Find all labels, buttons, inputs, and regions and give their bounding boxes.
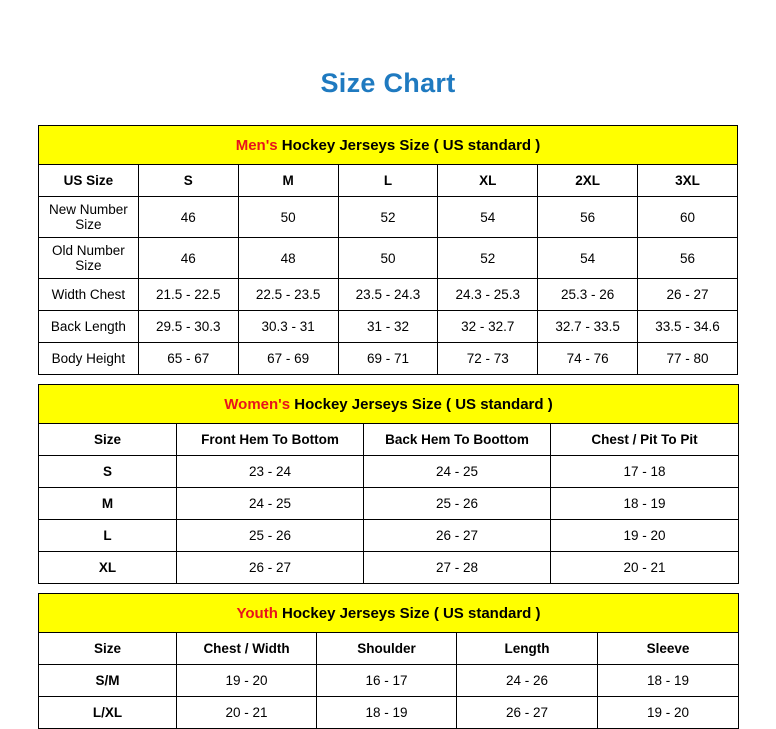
- womens-banner-cell: [39, 385, 739, 424]
- youth-r0-c2: 16 - 17: [317, 665, 457, 697]
- womens-r3-c0: XL: [39, 552, 177, 584]
- youth-r1-c4: 19 - 20: [598, 697, 739, 729]
- mens-r3-c2: 30.3 - 31: [238, 311, 338, 343]
- youth-r1-c1: 20 - 21: [177, 697, 317, 729]
- mens-banner-rest: Hockey Jerseys Size ( US standard ): [277, 136, 541, 154]
- mens-header-row: [39, 165, 738, 197]
- womens-r3-c1: 26 - 27: [177, 552, 364, 584]
- mens-r0-c6: 60: [638, 197, 738, 238]
- youth-r0-c1: 19 - 20: [177, 665, 317, 697]
- size-chart-tables: [38, 99, 738, 729]
- mens-banner-row: [39, 126, 738, 165]
- mens-r4-c0: Body Height: [39, 343, 139, 375]
- mens-r1-c3: 50: [338, 238, 438, 279]
- mens-r4-c6: 77 - 80: [638, 343, 738, 375]
- mens-r0-c5: 56: [538, 197, 638, 238]
- youth-col-0: Size: [39, 633, 177, 665]
- mens-r2-c0: Width Chest: [39, 279, 139, 311]
- womens-r0-c3: 17 - 18: [551, 456, 739, 488]
- youth-banner-rest: Hockey Jerseys Size ( US standard ): [277, 604, 541, 622]
- youth-r1-c0: L/XL: [39, 697, 177, 729]
- mens-r3-c1: 29.5 - 30.3: [138, 311, 238, 343]
- womens-r2-c2: 26 - 27: [364, 520, 551, 552]
- youth-banner-accent: Youth: [236, 604, 278, 622]
- mens-r1-c2: 48: [238, 238, 338, 279]
- mens-r3-c4: 32 - 32.7: [438, 311, 538, 343]
- table-row: [39, 552, 739, 584]
- mens-col-6: 3XL: [638, 165, 738, 197]
- youth-r0-c4: 18 - 19: [598, 665, 739, 697]
- table-row: [39, 279, 738, 311]
- table-row: [39, 197, 738, 238]
- womens-r3-c3: 20 - 21: [551, 552, 739, 584]
- mens-r1-c4: 52: [438, 238, 538, 279]
- table-row: [39, 488, 739, 520]
- mens-r2-c6: 26 - 27: [638, 279, 738, 311]
- youth-header-row: [39, 633, 739, 665]
- mens-col-2: M: [238, 165, 338, 197]
- mens-banner-accent: Men's: [235, 136, 278, 154]
- mens-r2-c3: 23.5 - 24.3: [338, 279, 438, 311]
- womens-col-3: Chest / Pit To Pit: [551, 424, 739, 456]
- mens-r1-c0: Old Number Size: [39, 238, 139, 279]
- table-row: [39, 311, 738, 343]
- youth-r1-c3: 26 - 27: [457, 697, 598, 729]
- mens-col-3: L: [338, 165, 438, 197]
- mens-r2-c5: 25.3 - 26: [538, 279, 638, 311]
- page-title: Size Chart: [320, 68, 456, 98]
- mens-col-1: S: [138, 165, 238, 197]
- mens-r3-c0: Back Length: [39, 311, 139, 343]
- womens-banner-rest: Hockey Jerseys Size ( US standard ): [290, 395, 553, 413]
- mens-r3-c3: 31 - 32: [338, 311, 438, 343]
- womens-r3-c2: 27 - 28: [364, 552, 551, 584]
- table-row: [39, 697, 739, 729]
- table-row: [39, 520, 739, 552]
- youth-col-4: Sleeve: [598, 633, 739, 665]
- womens-r1-c1: 24 - 25: [177, 488, 364, 520]
- womens-r0-c0: S: [39, 456, 177, 488]
- womens-col-0: Size: [39, 424, 177, 456]
- mens-banner-cell: [39, 126, 738, 165]
- youth-col-2: Shoulder: [317, 633, 457, 665]
- youth-banner-row: [39, 594, 739, 633]
- mens-r1-c5: 54: [538, 238, 638, 279]
- mens-r1-c6: 56: [638, 238, 738, 279]
- table-row: [39, 343, 738, 375]
- womens-banner-row: [39, 385, 739, 424]
- youth-banner-cell: [39, 594, 739, 633]
- mens-col-4: XL: [438, 165, 538, 197]
- mens-r0-c0: New Number Size: [39, 197, 139, 238]
- womens-r2-c1: 25 - 26: [177, 520, 364, 552]
- womens-r2-c0: L: [39, 520, 177, 552]
- mens-r3-c5: 32.7 - 33.5: [538, 311, 638, 343]
- mens-r4-c5: 74 - 76: [538, 343, 638, 375]
- womens-r0-c1: 23 - 24: [177, 456, 364, 488]
- table-spacer-1: [38, 375, 738, 384]
- mens-r4-c4: 72 - 73: [438, 343, 538, 375]
- womens-size-table: [38, 384, 739, 584]
- table-row: [39, 238, 738, 279]
- womens-col-1: Front Hem To Bottom: [177, 424, 364, 456]
- mens-r0-c1: 46: [138, 197, 238, 238]
- mens-r4-c2: 67 - 69: [238, 343, 338, 375]
- womens-header-row: [39, 424, 739, 456]
- youth-r1-c2: 18 - 19: [317, 697, 457, 729]
- womens-r1-c0: M: [39, 488, 177, 520]
- womens-col-2: Back Hem To Boottom: [364, 424, 551, 456]
- womens-r2-c3: 19 - 20: [551, 520, 739, 552]
- table-row: [39, 456, 739, 488]
- youth-col-1: Chest / Width: [177, 633, 317, 665]
- mens-r2-c2: 22.5 - 23.5: [238, 279, 338, 311]
- table-spacer-2: [38, 584, 738, 593]
- mens-r0-c4: 54: [438, 197, 538, 238]
- mens-r1-c1: 46: [138, 238, 238, 279]
- mens-size-table: [38, 125, 738, 375]
- mens-r3-c6: 33.5 - 34.6: [638, 311, 738, 343]
- mens-col-0: US Size: [39, 165, 139, 197]
- youth-r0-c3: 24 - 26: [457, 665, 598, 697]
- youth-col-3: Length: [457, 633, 598, 665]
- youth-r0-c0: S/M: [39, 665, 177, 697]
- mens-r0-c2: 50: [238, 197, 338, 238]
- youth-size-table: [38, 593, 739, 729]
- womens-r0-c2: 24 - 25: [364, 456, 551, 488]
- womens-r1-c2: 25 - 26: [364, 488, 551, 520]
- mens-col-5: 2XL: [538, 165, 638, 197]
- mens-r0-c3: 52: [338, 197, 438, 238]
- mens-r4-c3: 69 - 71: [338, 343, 438, 375]
- mens-r2-c4: 24.3 - 25.3: [438, 279, 538, 311]
- womens-r1-c3: 18 - 19: [551, 488, 739, 520]
- mens-r4-c1: 65 - 67: [138, 343, 238, 375]
- womens-banner-accent: Women's: [224, 395, 291, 413]
- mens-r2-c1: 21.5 - 22.5: [138, 279, 238, 311]
